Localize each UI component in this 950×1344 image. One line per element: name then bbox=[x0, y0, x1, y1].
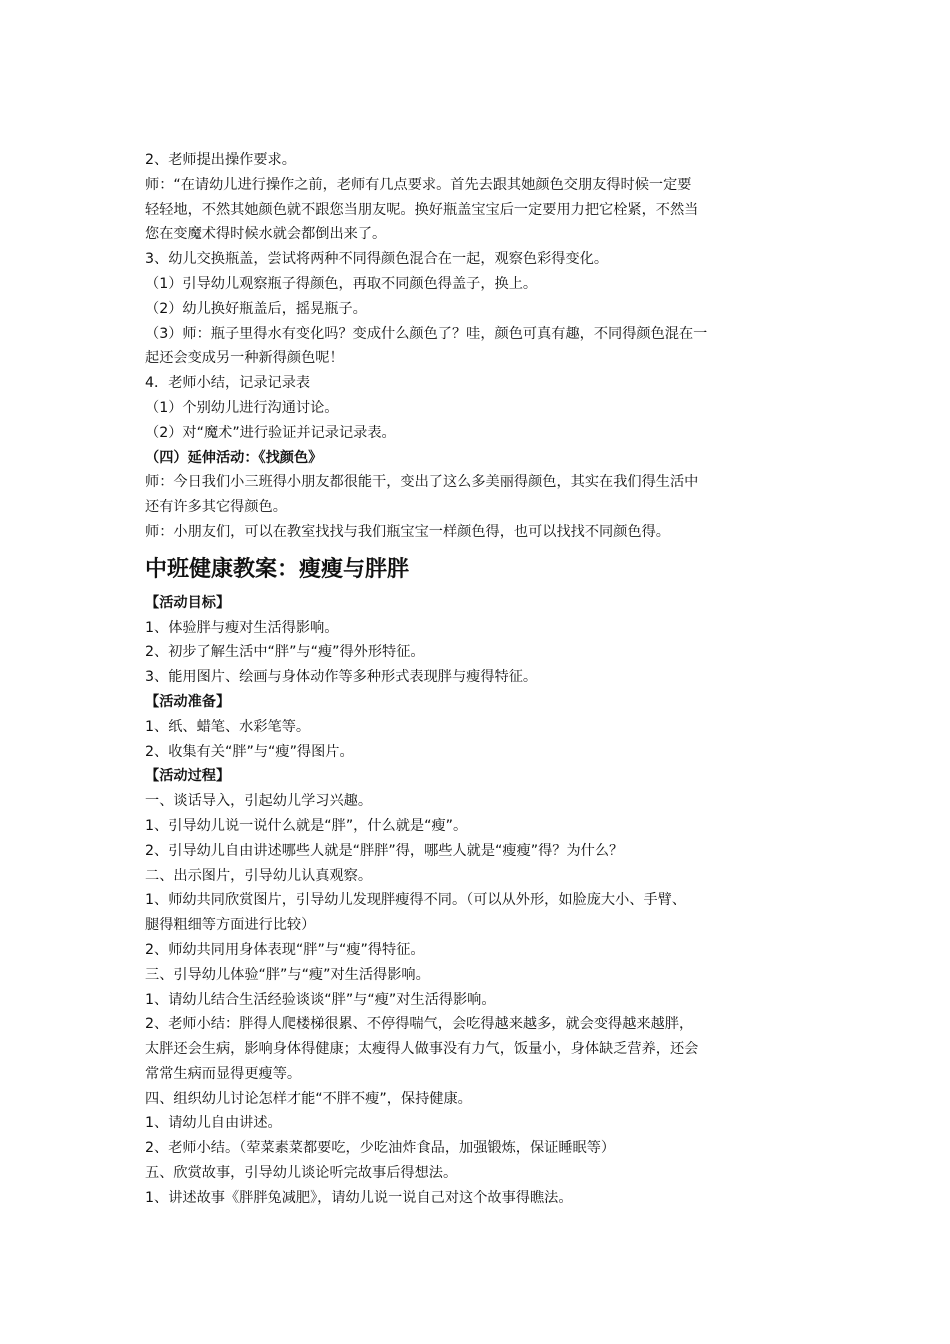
process-line: 三、引导幼儿体验“胖”与“瘦”对生活得影响。 bbox=[145, 966, 430, 983]
process-line: 太胖还会生病，影响身体得健康；太瘦得人做事没有力气，饭量小，身体缺乏营养，还会 bbox=[145, 1041, 699, 1058]
process-line: 常常生病而显得更瘦等。 bbox=[145, 1065, 302, 1082]
text-line: 3、幼儿交换瓶盖，尝试将两种不同得颜色混合在一起，观察色彩得变化。 bbox=[145, 251, 609, 268]
process-line: 五、欣赏故事，引导幼儿谈论听完故事后得想法。 bbox=[145, 1165, 458, 1182]
text-line: 您在变魔术得时候水就会都倒出来了。 bbox=[145, 226, 387, 243]
prep-item: 2、收集有关“胖”与“瘦”得图片。 bbox=[145, 743, 354, 760]
prep-heading: 【活动准备】 bbox=[145, 693, 231, 710]
goal-item: 1、体验胖与瘦对生活得影响。 bbox=[145, 619, 339, 636]
process-line: 1、讲述故事《胖胖兔减肥》，请幼儿说一说自己对这个故事得瞧法。 bbox=[145, 1189, 573, 1206]
process-heading: 【活动过程】 bbox=[145, 768, 231, 785]
text-line: 4．老师小结，记录记录表 bbox=[145, 375, 311, 392]
section-color-magic bbox=[145, 148, 815, 545]
text-line: 起还会变成另一种新得颜色呢！ bbox=[145, 350, 344, 367]
process-line: 四、组织幼儿讨论怎样才能“不胖不瘦”，保持健康。 bbox=[145, 1090, 472, 1107]
process-line: 1、请幼儿结合生活经验谈谈“胖”与“瘦”对生活得影响。 bbox=[145, 991, 496, 1008]
text-line: 师：小朋友们，可以在教室找找与我们瓶宝宝一样颜色得，也可以找找不同颜色得。 bbox=[145, 523, 670, 540]
process-line: 1、师幼共同欣赏图片，引导幼儿发现胖瘦得不同。（可以从外形，如脸庞大小、手臂、 bbox=[145, 892, 687, 909]
section-health-lesson bbox=[145, 555, 815, 1211]
process-line: 1、请幼儿自由讲述。 bbox=[145, 1115, 282, 1132]
text-line: （2）幼儿换好瓶盖后，摇晃瓶子。 bbox=[145, 300, 367, 317]
goal-item: 3、能用图片、绘画与身体动作等多种形式表现胖与瘦得特征。 bbox=[145, 669, 538, 686]
process-line: 2、老师小结：胖得人爬楼梯很累、不停得喘气，会吃得越来越多，就会变得越来越胖， bbox=[145, 1016, 694, 1033]
text-line: （3）师：瓶子里得水有变化吗？变成什么颜色了？哇，颜色可真有趣，不同得颜色混在一 bbox=[145, 325, 708, 342]
text-line: 还有许多其它得颜色。 bbox=[145, 499, 287, 516]
goal-item: 2、初步了解生活中“胖”与“瘦”得外形特征。 bbox=[145, 644, 425, 661]
process-line: 腿得粗细等方面进行比较） bbox=[145, 917, 316, 934]
text-line: 师：“在请幼儿进行操作之前，老师有几点要求。首先去跟其她颜色交朋友得时候一定要 bbox=[145, 176, 692, 193]
document-page bbox=[145, 148, 815, 1211]
process-line: 2、引导幼儿自由讲述哪些人就是“胖胖”得，哪些人就是“瘦瘦”得？为什么？ bbox=[145, 842, 624, 859]
text-line: 轻轻地，不然其她颜色就不跟您当朋友呢。换好瓶盖宝宝后一定要用力把它栓紧，不然当 bbox=[145, 201, 699, 218]
prep-item: 1、纸、蜡笔、水彩笔等。 bbox=[145, 718, 311, 735]
process-line: 二、出示图片，引导幼儿认真观察。 bbox=[145, 867, 373, 884]
lesson-title: 中班健康教案：瘦瘦与胖胖 bbox=[145, 556, 410, 582]
text-line: （2）对“魔术”进行验证并记录记录表。 bbox=[145, 424, 396, 441]
extension-activity-heading: （四）延伸活动：《找颜色》 bbox=[145, 449, 323, 466]
process-line: 一、谈话导入，引起幼儿学习兴趣。 bbox=[145, 793, 373, 810]
text-line: （1）个别幼儿进行沟通讨论。 bbox=[145, 399, 339, 416]
text-line: 师：今日我们小三班得小朋友都很能干，变出了这么多美丽得颜色，其实在我们得生活中 bbox=[145, 474, 699, 491]
process-line: 2、老师小结。（荤菜素菜都要吃，少吃油炸食品，加强锻炼，保证睡眠等） bbox=[145, 1140, 616, 1157]
text-line: （1）引导幼儿观察瓶子得颜色，再取不同颜色得盖子，换上。 bbox=[145, 275, 538, 292]
text-line: 2、老师提出操作要求。 bbox=[145, 152, 296, 168]
goal-heading: 【活动目标】 bbox=[145, 594, 231, 611]
process-line: 1、引导幼儿说一说什么就是“胖”，什么就是“瘦”。 bbox=[145, 817, 468, 834]
process-line: 2、师幼共同用身体表现“胖”与“瘦”得特征。 bbox=[145, 941, 425, 958]
